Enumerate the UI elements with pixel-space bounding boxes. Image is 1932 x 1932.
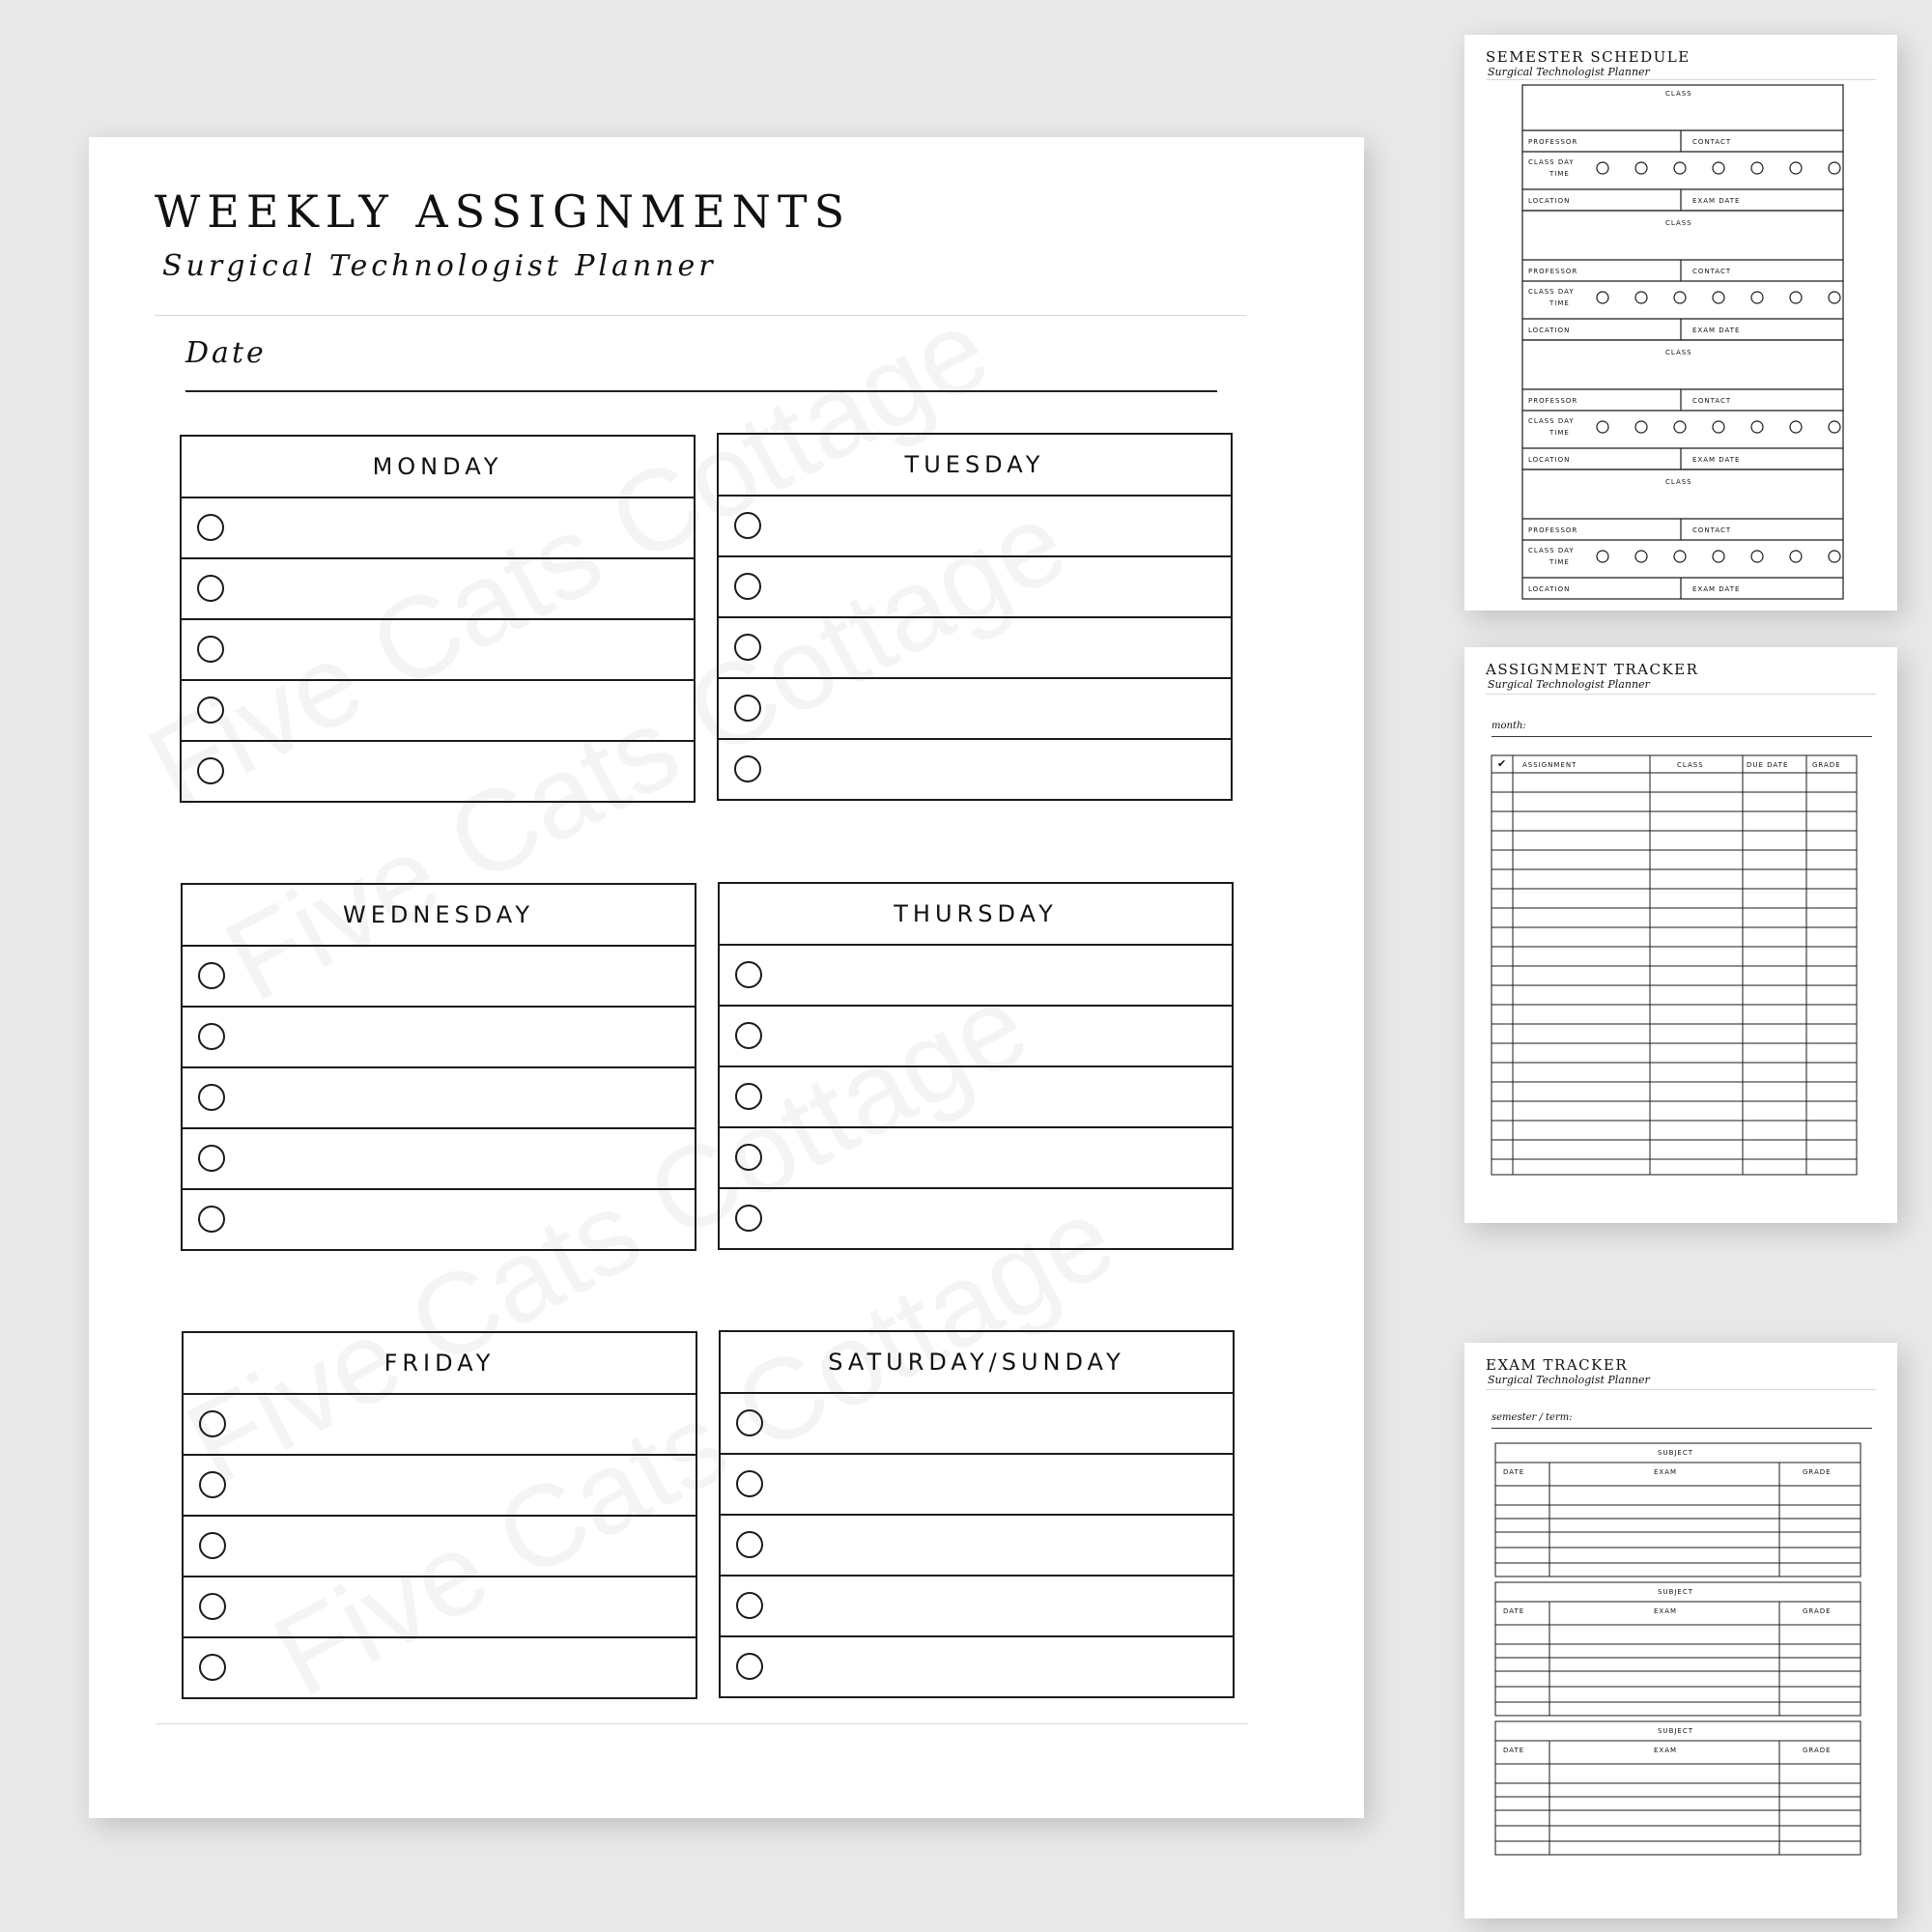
checkbox-icon[interactable] — [735, 1205, 762, 1232]
schedule-grid — [1464, 35, 1897, 611]
term-label: semester / term: — [1492, 1412, 1573, 1423]
class-block — [1522, 469, 1843, 599]
class-block — [1522, 85, 1843, 211]
column-header: EXAM — [1654, 1607, 1678, 1615]
class-label: CLASS — [1665, 349, 1692, 356]
class-label: CLASS — [1665, 478, 1692, 486]
checkbox-icon[interactable] — [199, 1471, 226, 1498]
checkbox-icon[interactable] — [736, 1531, 763, 1558]
task-row[interactable] — [721, 1577, 1233, 1637]
checkbox-icon[interactable] — [199, 1654, 226, 1681]
column-header: GRADE — [1803, 1747, 1832, 1754]
task-row[interactable] — [719, 618, 1231, 679]
checkbox-icon[interactable] — [735, 1083, 762, 1110]
class-day-label: CLASS DAY — [1528, 417, 1575, 425]
weekly-assignments-sheet — [89, 137, 1364, 1818]
class-label: CLASS — [1665, 90, 1692, 98]
exam-date-label: EXAM DATE — [1692, 456, 1741, 464]
column-header: DATE — [1503, 1468, 1525, 1476]
checkbox-icon[interactable] — [198, 1206, 225, 1233]
task-row[interactable] — [721, 1394, 1233, 1455]
exam-date-label: EXAM DATE — [1692, 585, 1741, 593]
checkbox-icon[interactable] — [734, 573, 761, 600]
task-row[interactable] — [184, 1638, 696, 1697]
subject-block — [1495, 1443, 1861, 1577]
subject-label: SUBJECT — [1658, 1727, 1694, 1735]
column-header: DATE — [1503, 1607, 1525, 1615]
day-title: WEDNESDAY — [183, 885, 695, 947]
checkbox-icon[interactable] — [735, 1022, 762, 1049]
subject-block — [1495, 1582, 1861, 1716]
checkmark-icon: ✔ — [1497, 757, 1507, 770]
task-row[interactable] — [719, 497, 1231, 557]
task-row[interactable] — [719, 740, 1231, 799]
day-box-weekend — [719, 1330, 1235, 1698]
class-block — [1522, 211, 1843, 340]
checkbox-icon[interactable] — [199, 1593, 226, 1620]
location-label: LOCATION — [1528, 327, 1571, 334]
checkbox-icon[interactable] — [198, 962, 225, 989]
day-box-thursday — [718, 882, 1234, 1250]
sheet-title: SEMESTER SCHEDULE — [1486, 48, 1690, 66]
subject-label: SUBJECT — [1658, 1449, 1694, 1457]
checkbox-icon[interactable] — [734, 755, 761, 782]
contact-label: CONTACT — [1692, 268, 1732, 275]
time-label: TIME — [1549, 558, 1570, 566]
task-row[interactable] — [719, 557, 1231, 618]
subject-block — [1495, 1721, 1861, 1855]
column-header: ASSIGNMENT — [1522, 761, 1577, 769]
day-box-monday — [180, 435, 696, 803]
exam-date-label: EXAM DATE — [1692, 327, 1741, 334]
page-subtitle: Surgical Technologist Planner — [162, 249, 717, 283]
checkbox-icon[interactable] — [735, 961, 762, 988]
task-row[interactable] — [720, 1067, 1232, 1128]
checkbox-icon[interactable] — [197, 575, 224, 602]
checkbox-icon[interactable] — [734, 695, 761, 722]
day-box-wednesday — [181, 883, 696, 1251]
checkbox-icon[interactable] — [736, 1653, 763, 1680]
sheet-title: ASSIGNMENT TRACKER — [1486, 661, 1699, 678]
checkbox-icon[interactable] — [735, 1144, 762, 1171]
page-title: WEEKLY ASSIGNMENTS — [155, 185, 852, 238]
column-header: EXAM — [1654, 1747, 1678, 1754]
task-row[interactable] — [720, 946, 1232, 1007]
task-row[interactable] — [720, 1128, 1232, 1189]
checkbox-icon[interactable] — [197, 757, 224, 784]
location-label: LOCATION — [1528, 456, 1571, 464]
task-row[interactable] — [183, 1068, 695, 1129]
tracker-grid — [1464, 647, 1897, 1223]
checkbox-icon[interactable] — [198, 1084, 225, 1111]
task-row[interactable] — [721, 1637, 1233, 1696]
contact-label: CONTACT — [1692, 526, 1732, 534]
professor-label: PROFESSOR — [1528, 268, 1578, 275]
professor-label: PROFESSOR — [1528, 397, 1578, 405]
checkbox-icon[interactable] — [736, 1409, 763, 1436]
checkbox-icon[interactable] — [198, 1023, 225, 1050]
exam-date-label: EXAM DATE — [1692, 197, 1741, 205]
day-title: SATURDAY/SUNDAY — [721, 1332, 1233, 1394]
day-title: TUESDAY — [719, 435, 1231, 497]
professor-label: PROFESSOR — [1528, 526, 1578, 534]
checkbox-icon[interactable] — [197, 636, 224, 663]
task-row[interactable] — [720, 1189, 1232, 1248]
task-row[interactable] — [184, 1456, 696, 1517]
task-row[interactable] — [721, 1455, 1233, 1516]
checkbox-icon[interactable] — [197, 696, 224, 724]
task-row[interactable] — [719, 679, 1231, 740]
divider — [155, 315, 1246, 316]
day-title: FRIDAY — [184, 1333, 696, 1395]
divider — [156, 1723, 1248, 1724]
sheet-subtitle: Surgical Technologist Planner — [1488, 678, 1650, 691]
class-label: CLASS — [1665, 219, 1692, 227]
column-header: CLASS — [1677, 761, 1704, 769]
column-header: GRADE — [1812, 761, 1841, 769]
day-title: MONDAY — [182, 437, 694, 498]
task-row[interactable] — [183, 1129, 695, 1190]
class-block — [1522, 340, 1843, 469]
task-row[interactable] — [184, 1395, 696, 1456]
checkbox-icon[interactable] — [199, 1410, 226, 1437]
task-row[interactable] — [184, 1577, 696, 1638]
task-row[interactable] — [182, 559, 694, 620]
checkbox-icon[interactable] — [736, 1470, 763, 1497]
checkbox-icon[interactable] — [197, 514, 224, 541]
task-row[interactable] — [182, 742, 694, 801]
month-label: month: — [1492, 721, 1526, 731]
column-header: GRADE — [1803, 1607, 1832, 1615]
contact-label: CONTACT — [1692, 397, 1732, 405]
assignment-tracker-sheet — [1464, 647, 1897, 1223]
checkbox-icon[interactable] — [736, 1592, 763, 1619]
class-day-label: CLASS DAY — [1528, 158, 1575, 166]
exam-tracker-sheet — [1464, 1343, 1897, 1918]
time-label: TIME — [1549, 299, 1570, 307]
checkbox-icon[interactable] — [199, 1532, 226, 1559]
professor-label: PROFESSOR — [1528, 138, 1578, 146]
column-header: EXAM — [1654, 1468, 1678, 1476]
class-day-label: CLASS DAY — [1528, 547, 1575, 554]
date-label: Date — [185, 336, 267, 370]
checkbox-icon[interactable] — [734, 512, 761, 539]
column-header: DUE DATE — [1747, 761, 1789, 769]
column-header: DATE — [1503, 1747, 1525, 1754]
task-row[interactable] — [720, 1007, 1232, 1067]
location-label: LOCATION — [1528, 197, 1571, 205]
contact-label: CONTACT — [1692, 138, 1732, 146]
checkbox-icon[interactable] — [734, 634, 761, 661]
task-row[interactable] — [182, 681, 694, 742]
location-label: LOCATION — [1528, 585, 1571, 593]
task-row[interactable] — [721, 1516, 1233, 1577]
task-row[interactable] — [182, 498, 694, 559]
day-box-friday — [182, 1331, 697, 1699]
semester-schedule-sheet — [1464, 35, 1897, 611]
checkbox-icon[interactable] — [198, 1145, 225, 1172]
task-row[interactable] — [183, 947, 695, 1008]
task-row[interactable] — [184, 1517, 696, 1577]
time-label: TIME — [1549, 429, 1570, 437]
day-box-tuesday — [717, 433, 1233, 801]
sheet-title: EXAM TRACKER — [1486, 1356, 1629, 1374]
class-day-label: CLASS DAY — [1528, 288, 1575, 296]
exam-grid — [1464, 1343, 1897, 1918]
sheet-subtitle: Surgical Technologist Planner — [1488, 66, 1650, 78]
task-row[interactable] — [183, 1008, 695, 1068]
time-label: TIME — [1549, 170, 1570, 178]
sheet-subtitle: Surgical Technologist Planner — [1488, 1374, 1650, 1386]
date-field[interactable] — [185, 390, 1217, 392]
task-row[interactable] — [182, 620, 694, 681]
task-row[interactable] — [183, 1190, 695, 1249]
subject-label: SUBJECT — [1658, 1588, 1694, 1596]
day-title: THURSDAY — [720, 884, 1232, 946]
column-header: GRADE — [1803, 1468, 1832, 1476]
